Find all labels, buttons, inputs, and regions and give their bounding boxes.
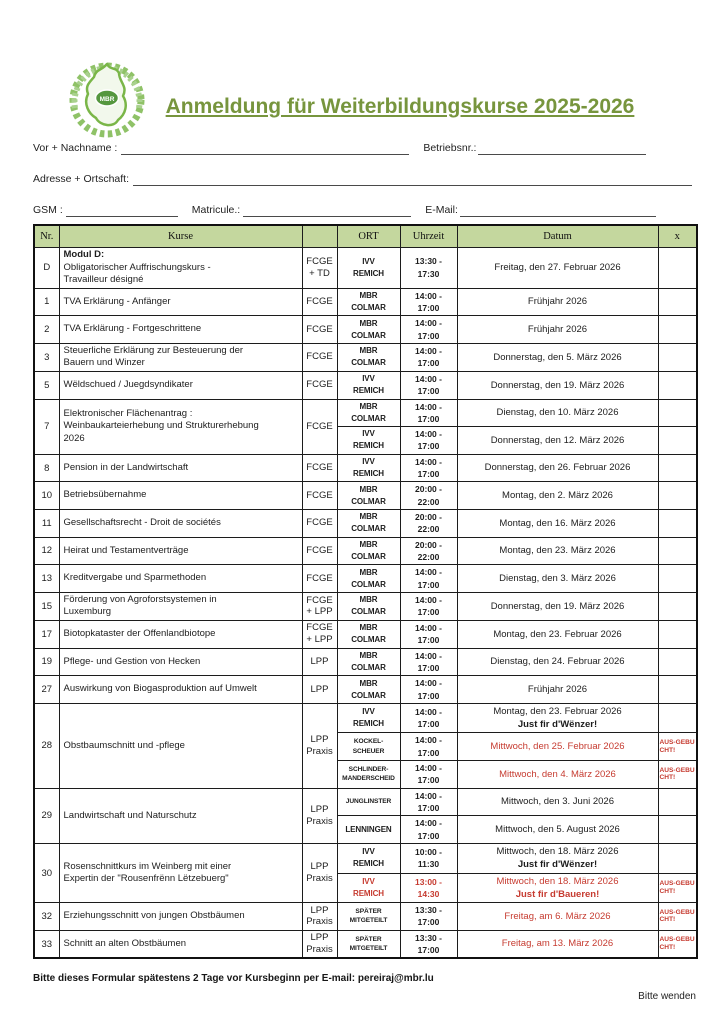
course-category: LPP bbox=[302, 676, 337, 704]
session-date: Mittwoch, den 3. Juni 2026 bbox=[457, 788, 658, 816]
signup-checkbox-cell[interactable] bbox=[658, 592, 697, 620]
session-location: MBR COLMAR bbox=[337, 565, 400, 593]
course-row-33 bbox=[34, 930, 697, 958]
session-time: 14:00 - 17:00 bbox=[400, 288, 457, 316]
course-row-27 bbox=[34, 676, 697, 704]
form-row-address bbox=[33, 172, 696, 186]
course-number: 33 bbox=[34, 930, 59, 958]
signup-checkbox-cell[interactable] bbox=[658, 510, 697, 538]
course-category: FCGE bbox=[302, 343, 337, 371]
course-row-3 bbox=[34, 343, 697, 371]
course-number: D bbox=[34, 248, 59, 289]
course-number: 32 bbox=[34, 903, 59, 931]
session-location: MBR COLMAR bbox=[337, 482, 400, 510]
column-header-ort: ORT bbox=[337, 225, 400, 248]
session-time: 14:00 - 17:00 bbox=[400, 648, 457, 676]
session-date: Montag, den 23. März 2026 bbox=[457, 537, 658, 565]
page-title: Anmeldung für Weiterbildungskurse 2025-2026 bbox=[165, 95, 635, 118]
course-number: 28 bbox=[34, 703, 59, 788]
session-date: Mittwoch, den 18. März 2026 Just fir d'Wënzer! bbox=[457, 843, 658, 873]
session-date: Dienstag, den 3. März 2026 bbox=[457, 565, 658, 593]
gsm-field[interactable] bbox=[66, 203, 178, 217]
course-number: 29 bbox=[34, 788, 59, 843]
signup-checkbox-cell[interactable] bbox=[658, 316, 697, 344]
contact-form bbox=[33, 141, 696, 234]
course-category: FCGE + TD bbox=[302, 248, 337, 289]
course-row-32 bbox=[34, 903, 697, 931]
column-header-datum: Datum bbox=[457, 225, 658, 248]
address-label: Adresse + Ortschaft: bbox=[33, 173, 129, 185]
course-row-12 bbox=[34, 537, 697, 565]
course-category: FCGE bbox=[302, 288, 337, 316]
soldout-badge: AUS-GEBUCHT! bbox=[659, 739, 695, 754]
course-number: 5 bbox=[34, 371, 59, 399]
course-category: FCGE + LPP bbox=[302, 592, 337, 620]
form-row-contact bbox=[33, 203, 696, 217]
session-location: IVV REMICH bbox=[337, 371, 400, 399]
session-time: 14:00 - 17:00 bbox=[400, 565, 457, 593]
submission-note: Bitte dieses Formular spätestens 2 Tage vor Kursbeginn per E-mail: pereiraj@mbr.lu bbox=[33, 973, 434, 984]
session-time: 14:00 - 17:00 bbox=[400, 816, 457, 844]
course-category: FCGE bbox=[302, 371, 337, 399]
signup-checkbox-cell[interactable] bbox=[658, 482, 697, 510]
course-title: Elektronischer Flächenantrag : Weinbaukarteierhebung und Strukturerhebung 2026 bbox=[59, 399, 302, 454]
course-number: 8 bbox=[34, 454, 59, 482]
course-title: Erziehungsschnitt von jungen Obstbäumen bbox=[59, 903, 302, 931]
session-time: 14:00 - 17:00 bbox=[400, 592, 457, 620]
column-header-type bbox=[302, 225, 337, 248]
session-time: 14:00 - 17:00 bbox=[400, 371, 457, 399]
course-title: Betriebsübernahme bbox=[59, 482, 302, 510]
session-time: 13:30 - 17:30 bbox=[400, 248, 457, 289]
column-header-kurse: Kurse bbox=[59, 225, 302, 248]
session-time: 14:00 - 17:00 bbox=[400, 620, 457, 648]
session-date: Frühjahr 2026 bbox=[457, 316, 658, 344]
courses-table bbox=[33, 224, 698, 959]
session-date: Dienstag, den 10. März 2026 bbox=[457, 399, 658, 427]
soldout-badge: AUS-GEBUCHT! bbox=[659, 936, 695, 952]
course-category: FCGE bbox=[302, 454, 337, 482]
soldout-badge: AUS-GEBUCHT! bbox=[659, 880, 695, 895]
session-date: Mittwoch, den 5. August 2026 bbox=[457, 816, 658, 844]
session-location: MBR COLMAR bbox=[337, 648, 400, 676]
signup-checkbox-cell[interactable] bbox=[658, 248, 697, 289]
course-title: TVA Erklärung - Anfänger bbox=[59, 288, 302, 316]
signup-checkbox-cell[interactable] bbox=[658, 427, 697, 455]
signup-checkbox-cell[interactable] bbox=[658, 733, 697, 761]
session-location: SPÄTER MITGETEILT bbox=[337, 903, 400, 931]
course-number: 19 bbox=[34, 648, 59, 676]
session-location: SPÄTER MITGETEILT bbox=[337, 930, 400, 958]
course-title: TVA Erklärung - Fortgeschrittene bbox=[59, 316, 302, 344]
session-date: Frühjahr 2026 bbox=[457, 676, 658, 704]
course-category: FCGE bbox=[302, 565, 337, 593]
soldout-badge: AUS-GEBUCHT! bbox=[659, 908, 695, 924]
signup-checkbox-cell[interactable] bbox=[658, 873, 697, 903]
course-number: 10 bbox=[34, 482, 59, 510]
course-number: 30 bbox=[34, 843, 59, 902]
form-row-name bbox=[33, 141, 696, 155]
turn-page-note: Bitte wenden bbox=[638, 991, 696, 1002]
session-date: Donnerstag, den 19. März 2026 bbox=[457, 592, 658, 620]
course-category: FCGE + LPP bbox=[302, 620, 337, 648]
session-location: IVV REMICH bbox=[337, 873, 400, 903]
course-title: Pension in der Landwirtschaft bbox=[59, 454, 302, 482]
session-time: 14:00 - 17:00 bbox=[400, 454, 457, 482]
svg-text:MBR: MBR bbox=[99, 96, 115, 103]
session-time: 14:00 - 17:00 bbox=[400, 733, 457, 761]
signup-checkbox-cell[interactable] bbox=[658, 371, 697, 399]
session-location: SCHLINDER- MANDERSCHEID bbox=[337, 761, 400, 789]
session-date: Montag, den 2. März 2026 bbox=[457, 482, 658, 510]
session-location: MBR COLMAR bbox=[337, 399, 400, 427]
course-title: Landwirtschaft und Naturschutz bbox=[59, 788, 302, 843]
course-title: Modul D: Obligatorischer Auffrischungskurs - Travailleur désigné bbox=[59, 248, 302, 289]
session-time: 13:30 - 17:00 bbox=[400, 930, 457, 958]
course-title: Heirat und Testamentverträge bbox=[59, 537, 302, 565]
course-number: 11 bbox=[34, 510, 59, 538]
session-date: Donnerstag, den 26. Februar 2026 bbox=[457, 454, 658, 482]
session-date: Mittwoch, den 25. Februar 2026 bbox=[457, 733, 658, 761]
session-date: Donnerstag, den 19. März 2026 bbox=[457, 371, 658, 399]
signup-checkbox-cell[interactable] bbox=[658, 288, 697, 316]
signup-checkbox-cell[interactable] bbox=[658, 648, 697, 676]
session-location: JUNGLINSTER bbox=[337, 788, 400, 816]
course-title: Schnitt an alten Obstbäumen bbox=[59, 930, 302, 958]
session-location: IVV REMICH bbox=[337, 248, 400, 289]
signup-checkbox-cell[interactable] bbox=[658, 620, 697, 648]
session-location: KOCKEL-SCHEUER bbox=[337, 733, 400, 761]
column-header-x: x bbox=[658, 225, 697, 248]
signup-checkbox-cell[interactable] bbox=[658, 343, 697, 371]
signup-checkbox-cell[interactable] bbox=[658, 930, 697, 958]
course-row-15 bbox=[34, 592, 697, 620]
course-row-30-s1 bbox=[34, 843, 697, 873]
course-category: LPP Praxis bbox=[302, 703, 337, 788]
course-row-8 bbox=[34, 454, 697, 482]
name-field[interactable] bbox=[121, 141, 409, 155]
course-title: Gesellschaftsrecht - Droit de sociétés bbox=[59, 510, 302, 538]
signup-checkbox-cell[interactable] bbox=[658, 454, 697, 482]
session-location: MBR COLMAR bbox=[337, 537, 400, 565]
session-time: 13:00 - 14:30 bbox=[400, 873, 457, 903]
course-category: FCGE bbox=[302, 482, 337, 510]
signup-checkbox-cell[interactable] bbox=[658, 761, 697, 789]
session-date: Montag, den 16. März 2026 bbox=[457, 510, 658, 538]
course-row-5 bbox=[34, 371, 697, 399]
course-row-2 bbox=[34, 316, 697, 344]
gsm-label: GSM : bbox=[33, 204, 63, 216]
session-time: 20:00 - 22:00 bbox=[400, 510, 457, 538]
course-row-7-s1 bbox=[34, 399, 697, 427]
course-category: LPP bbox=[302, 648, 337, 676]
session-date: Donnerstag, den 12. März 2026 bbox=[457, 427, 658, 455]
course-row-1 bbox=[34, 288, 697, 316]
matricule-label: Matricule.: bbox=[191, 204, 241, 216]
course-title: Kreditvergabe und Sparmethoden bbox=[59, 565, 302, 593]
course-category: LPP Praxis bbox=[302, 788, 337, 843]
course-row-17 bbox=[34, 620, 697, 648]
session-time: 20:00 - 22:00 bbox=[400, 537, 457, 565]
signup-checkbox-cell[interactable] bbox=[658, 816, 697, 844]
session-time: 14:00 - 17:00 bbox=[400, 703, 457, 733]
signup-checkbox-cell[interactable] bbox=[658, 399, 697, 427]
session-location: MBR COLMAR bbox=[337, 288, 400, 316]
signup-checkbox-cell[interactable] bbox=[658, 788, 697, 816]
course-title: Wëldschued / Juegdsyndikater bbox=[59, 371, 302, 399]
betriebsnr-field[interactable] bbox=[478, 141, 646, 155]
course-row-10 bbox=[34, 482, 697, 510]
session-time: 14:00 - 17:00 bbox=[400, 343, 457, 371]
session-time: 13:30 - 17:00 bbox=[400, 903, 457, 931]
mbr-badge bbox=[96, 90, 119, 106]
course-number: 2 bbox=[34, 316, 59, 344]
signup-checkbox-cell[interactable] bbox=[658, 843, 697, 873]
session-location: IVV REMICH bbox=[337, 703, 400, 733]
session-date: Mittwoch, den 4. März 2026 bbox=[457, 761, 658, 789]
course-category: LPP Praxis bbox=[302, 843, 337, 902]
session-date: Montag, den 23. Februar 2026 bbox=[457, 620, 658, 648]
course-title: Steuerliche Erklärung zur Besteuerung der Bauern und Winzer bbox=[59, 343, 302, 371]
course-title: Obstbaumschnitt und -pflege bbox=[59, 703, 302, 788]
course-title: Biotopkataster der Offenlandbiotope bbox=[59, 620, 302, 648]
signup-checkbox-cell[interactable] bbox=[658, 565, 697, 593]
session-time: 14:00 - 17:00 bbox=[400, 399, 457, 427]
session-date: Montag, den 23. Februar 2026 Just fir d'Wënzer! bbox=[457, 703, 658, 733]
course-category: LPP Praxis bbox=[302, 903, 337, 931]
course-category: FCGE bbox=[302, 399, 337, 454]
course-category: FCGE bbox=[302, 316, 337, 344]
course-title: Auswirkung von Biogasproduktion auf Umwelt bbox=[59, 676, 302, 704]
course-number: 1 bbox=[34, 288, 59, 316]
course-row-13 bbox=[34, 565, 697, 593]
course-number: 17 bbox=[34, 620, 59, 648]
course-category: FCGE bbox=[302, 510, 337, 538]
session-location: MBR COLMAR bbox=[337, 510, 400, 538]
session-date: Freitag, am 13. März 2026 bbox=[457, 930, 658, 958]
address-field[interactable] bbox=[133, 172, 692, 186]
session-time: 10:00 - 11:30 bbox=[400, 843, 457, 873]
session-location: MBR COLMAR bbox=[337, 316, 400, 344]
course-number: 7 bbox=[34, 399, 59, 454]
email-label: E-Mail: bbox=[425, 204, 458, 216]
session-location: IVV REMICH bbox=[337, 454, 400, 482]
session-date: Frühjahr 2026 bbox=[457, 288, 658, 316]
session-date: Mittwoch, den 18. März 2026 Just fir d'Baueren! bbox=[457, 873, 658, 903]
matricule-field[interactable] bbox=[243, 203, 411, 217]
session-location: MBR COLMAR bbox=[337, 592, 400, 620]
session-location: MBR COLMAR bbox=[337, 676, 400, 704]
column-header-nr: Nr. bbox=[34, 225, 59, 248]
signup-checkbox-cell[interactable] bbox=[658, 676, 697, 704]
betriebsnr-label: Betriebsnr.: bbox=[423, 142, 477, 154]
session-date: Dienstag, den 24. Februar 2026 bbox=[457, 648, 658, 676]
courses-table-body bbox=[34, 248, 697, 959]
session-time: 14:00 - 17:00 bbox=[400, 316, 457, 344]
session-location: IVV REMICH bbox=[337, 843, 400, 873]
signup-checkbox-cell[interactable] bbox=[658, 537, 697, 565]
session-time: 14:00 - 17:00 bbox=[400, 788, 457, 816]
email-field[interactable] bbox=[460, 203, 656, 217]
course-row-28-s1 bbox=[34, 703, 697, 733]
course-number: 3 bbox=[34, 343, 59, 371]
courses-table-header bbox=[34, 225, 697, 248]
session-date: Donnerstag, den 5. März 2026 bbox=[457, 343, 658, 371]
course-number: 27 bbox=[34, 676, 59, 704]
course-category: LPP Praxis bbox=[302, 930, 337, 958]
course-title: Pflege- und Gestion von Hecken bbox=[59, 648, 302, 676]
soldout-badge: AUS-GEBUCHT! bbox=[659, 766, 695, 782]
signup-checkbox-cell[interactable] bbox=[658, 903, 697, 931]
session-date: Freitag, am 6. März 2026 bbox=[457, 903, 658, 931]
course-row-11 bbox=[34, 510, 697, 538]
course-number: 12 bbox=[34, 537, 59, 565]
course-title: Rosenschnittkurs im Weinberg mit einer Expertin der "Rousenfrënn Lëtzebuerg" bbox=[59, 843, 302, 902]
column-header-uhrzeit: Uhrzeit bbox=[400, 225, 457, 248]
course-title: Förderung von Agroforstsystemen in Luxemburg bbox=[59, 592, 302, 620]
session-location: IVV REMICH bbox=[337, 427, 400, 455]
session-time: 20:00 - 22:00 bbox=[400, 482, 457, 510]
course-number: 13 bbox=[34, 565, 59, 593]
session-location: MBR COLMAR bbox=[337, 620, 400, 648]
session-location: LENNINGEN bbox=[337, 816, 400, 844]
course-category: FCGE bbox=[302, 537, 337, 565]
session-date: Freitag, den 27. Februar 2026 bbox=[457, 248, 658, 289]
course-row-D bbox=[34, 248, 697, 289]
course-row-29-s1 bbox=[34, 788, 697, 816]
course-row-19 bbox=[34, 648, 697, 676]
session-location: MBR COLMAR bbox=[337, 343, 400, 371]
session-time: 14:00 - 17:00 bbox=[400, 761, 457, 789]
session-time: 14:00 - 17:00 bbox=[400, 676, 457, 704]
session-time: 14:00 - 17:00 bbox=[400, 427, 457, 455]
course-number: 15 bbox=[34, 592, 59, 620]
signup-checkbox-cell[interactable] bbox=[658, 703, 697, 733]
name-label: Vor + Nachname : bbox=[33, 142, 118, 154]
